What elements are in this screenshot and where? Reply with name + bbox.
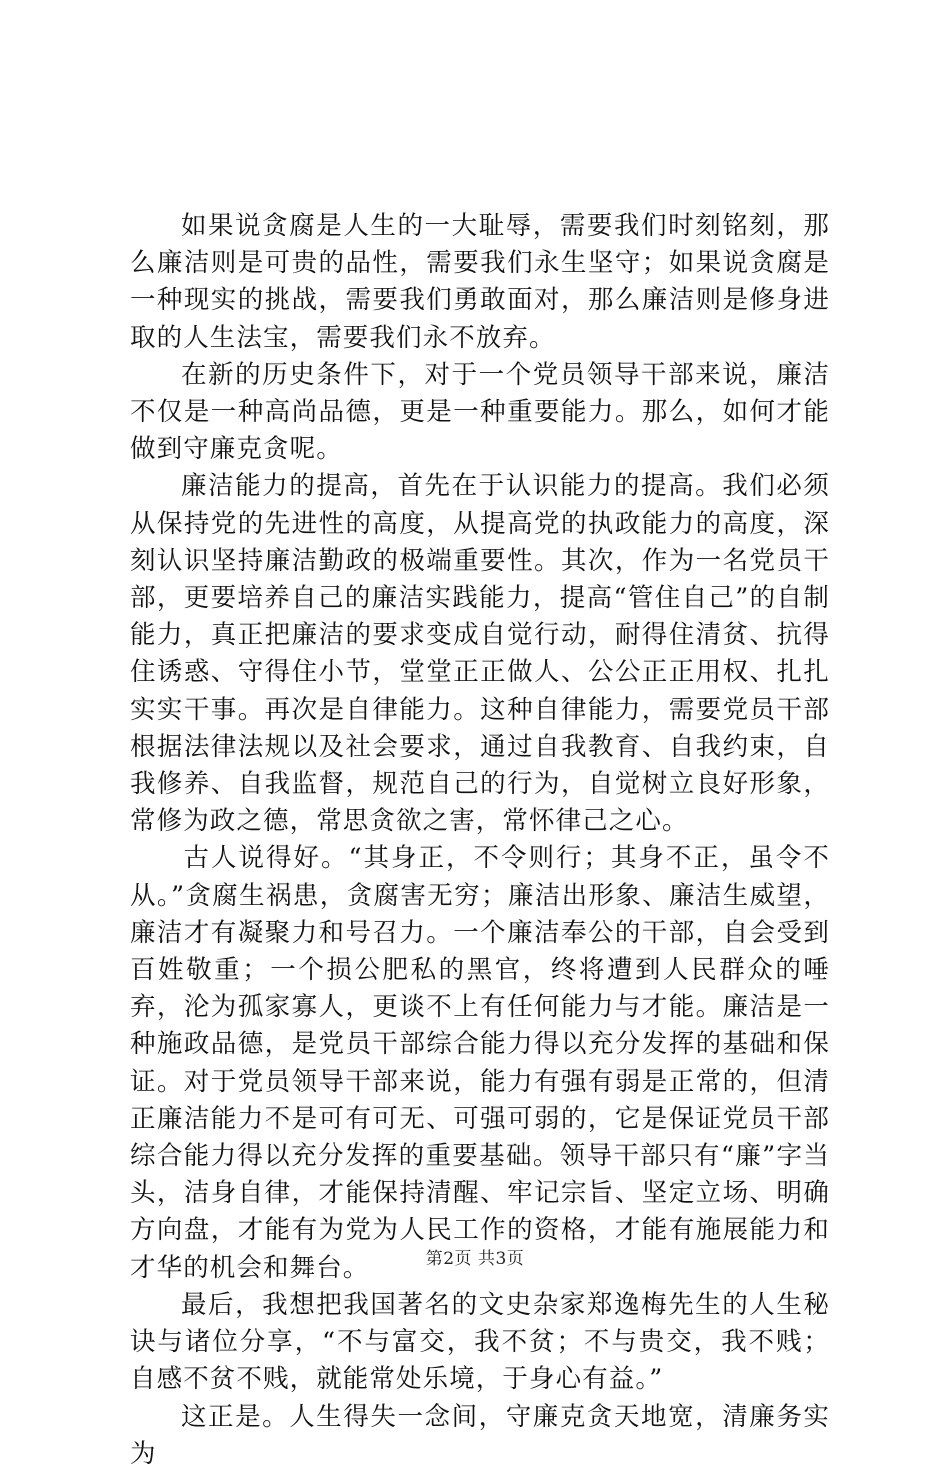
paragraph-1: 如果说贪腐是人生的一大耻辱，需要我们时刻铭刻，那么廉洁则是可贵的品性，需要我们永生坚守；如果说贪腐是一种现实的挑战，需要我们勇敢面对，那么廉洁则是修身进取的人生法宝，需要我们永不放弃。 (130, 211, 830, 353)
paragraph-5: 最后，我想把我国著名的文史杂家郑逸梅先生的人生秘诀与诸位分享，“不与富交，我不贫；不与贵交，我不贱；自感不贫不贱，就能常处乐境，于身心有益。” (130, 1289, 830, 1395)
page-number-footer: 第2页 共3页 (425, 1249, 525, 1269)
document-body (130, 208, 830, 1473)
paragraph-6: 这正是。人生得失一念间，守廉克贪天地宽，清廉务实为 (130, 1401, 830, 1469)
paragraph-3: 廉洁能力的提高，首先在于认识能力的提高。我们必须从保持党的先进性的高度，从提高党的执政能力的高度，深刻认识坚持廉洁勤政的极端重要性。其次，作为一名党员干部，更要培养自己的廉洁实践能力，提高“管住自己”的自制能力，真正把廉洁的要求变成自觉行动，耐得住清贫、抗得住诱惑、守得住小节，堂堂正正做人、公公正正用权、扎扎实实干事。再次是自律能力。这种自律能力，需要党员干部根据法律法规以及社会要求，通过自我教育、自我约束，自我修养、自我监督，规范自己的行为，自觉树立良好形象，常修为政之德，常思贪欲之害，常怀律己之心。 (130, 471, 830, 837)
paragraph-2: 在新的历史条件下，对于一个党员领导干部来说，廉洁不仅是一种高尚品德，更是一种重要能力。那么，如何才能做到守廉克贪呢。 (130, 359, 830, 465)
paragraph-4: 古人说得好。“其身正，不令则行；其身不正，虽令不从。”贪腐生祸患，贪腐害无穷；廉洁出形象、廉洁生威望，廉洁才有凝聚力和号召力。一个廉洁奉公的干部，自会受到百姓敬重；一个损公肥私的黑官，终将遭到人民群众的唾弃，沦为孤家寡人，更谈不上有任何能力与才能。廉洁是一种施政品德，是党员干部综合能力得以充分发挥的基础和保证。对于党员领导干部来说，能力有强有弱是正常的，但清正廉洁能力不是可有可无、可强可弱的，它是保证党员干部综合能力得以充分发挥的重要基础。领导干部只有“廉”字当头，洁身自律，才能保持清醒、牢记宗旨、坚定立场、明确方向盘，才能有为党为人民工作的资格，才能有施展能力和才华的机会和舞台。 (130, 843, 830, 1283)
